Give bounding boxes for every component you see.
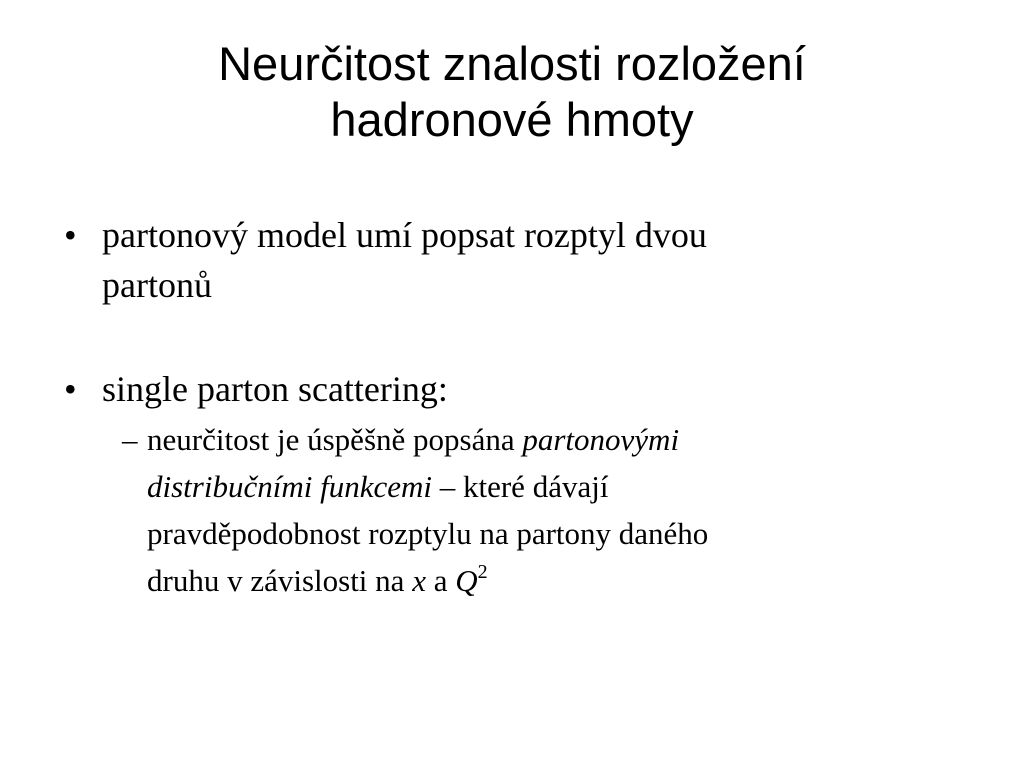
title-line-1: Neurčitost znalosti rozložení [218,37,806,90]
sub-text-part-4: druhu v závislosti na [147,563,413,598]
bullet-2-text: single parton scattering: [102,369,448,409]
title-line-2: hadronové hmoty [330,93,694,146]
sub-text-part-2: – které dávají [431,469,609,504]
bullet-marker: • [64,215,77,255]
sub-bullet-item [122,416,960,604]
slide-title [60,36,964,148]
sub-text-part-5: a [425,563,456,598]
bullet-item-1 [60,210,960,310]
sub-text-part-3: pravděpodobnost rozptylu na partony daného [147,516,709,551]
slide-body [60,210,960,604]
bullet-marker: • [64,369,77,409]
sub-italic-term-line-2: distribučními funkcemi [147,469,432,504]
exponent: 2 [477,560,488,583]
variable-q: Q [455,563,478,598]
bullet-1-line-2: partonů [102,265,212,305]
variable-x: x [412,563,426,598]
sub-italic-term-line-1: partonovými [522,422,680,457]
sub-bullet-marker: – [122,422,138,457]
sub-text-part-1: neurčitost je úspěšně popsána [147,422,523,457]
bullet-1-line-1: partonový model umí popsat rozptyl dvou [102,215,707,255]
bullet-item-2 [60,364,960,414]
